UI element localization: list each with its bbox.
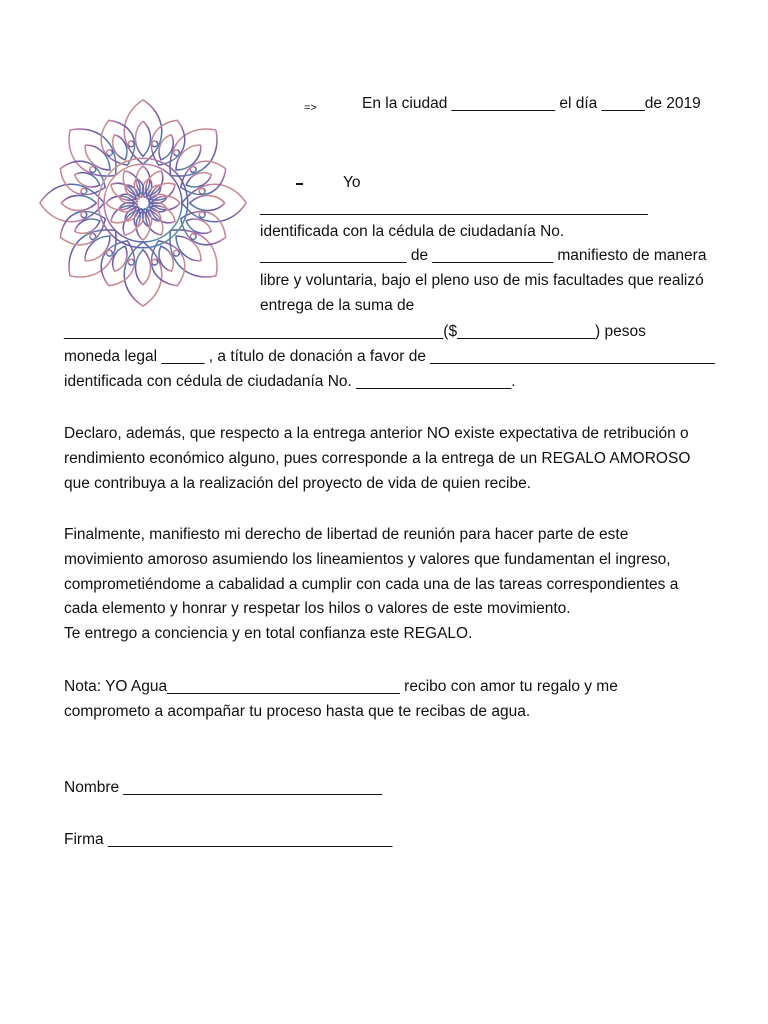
mandala-dot (190, 234, 196, 240)
mandala-dot (107, 150, 113, 156)
mandala-dot (152, 259, 158, 265)
mandala-ring (104, 164, 182, 242)
amount-line: moneda legal _____ , a título de donación a favor de _________________________________ (64, 348, 715, 365)
mandala-outer-petal (57, 117, 129, 189)
final-line: movimiento amoroso asumiendo los lineamientos y valores que fundamentan el ingreso, (64, 551, 671, 568)
mandala-dot (81, 212, 87, 218)
mandala-outer-petal (57, 217, 129, 289)
final-line: Finalmente, manifiesto mi derecho de libertad de reunión para hacer parte de este (64, 526, 629, 543)
arrow-marker: => (304, 102, 317, 114)
declaration-line: que contribuya a la realización del proyecto de vida de quien recibe. (64, 475, 532, 492)
mandala-dot (128, 259, 134, 265)
amount-line: identificada con cédula de ciudadanía No. __________________. (64, 373, 516, 390)
mandala-dot (174, 150, 180, 156)
firma-field: Firma _________________________________ (64, 831, 393, 848)
mandala-outer-inner-petal (136, 121, 151, 156)
mandala-outer-petal (157, 217, 229, 289)
mandala-ring (98, 158, 187, 247)
final-line: comprometiéndome a cabalidad a cumplir con cada una de las tareas correspondientes a (64, 576, 679, 593)
mandala-ornament (36, 92, 250, 314)
declaration-line: Declaro, además, que respecto a la entrega anterior NO existe expectativa de retribución o (64, 425, 689, 442)
final-line: cada elemento y honrar y respetar los hilos o valores de este movimiento. (64, 600, 571, 617)
amount-line: ____________________________________________($________________) pesos (64, 323, 646, 340)
mandala-outer-inner-petal (190, 196, 225, 211)
mandala-outer-inner-petal (61, 196, 96, 211)
mandala-dot (90, 234, 96, 240)
city-date-line: En la ciudad ____________ el día _____de 2019 (362, 95, 701, 112)
mandala-outer-petal (157, 117, 229, 189)
mandala-dot (174, 250, 180, 256)
note-line: comprometo a acompañar tu proceso hasta que te recibas de agua. (64, 703, 531, 720)
intro-line: entrega de la suma de (260, 297, 415, 314)
intro-line: _________________ de ______________ manifiesto de manera (260, 247, 707, 264)
mandala-dot (199, 188, 205, 194)
nombre-field: Nombre ______________________________ (64, 779, 383, 796)
name-blank: _____________________________________________ (260, 199, 648, 216)
declaration-line: rendimiento económico alguno, pues corresponde a la entrega de un REGALO AMOROSO (64, 450, 691, 467)
intro-line: identificada con la cédula de ciudadanía No. (260, 223, 565, 240)
mandala-dot (81, 188, 87, 194)
mandala-dot (199, 212, 205, 218)
yo-label: Yo (343, 174, 361, 191)
intro-line: libre y voluntaria, bajo el pleno uso de mis facultades que realizó (260, 272, 704, 289)
note-line: Nota: YO Agua___________________________ recibo con amor tu regalo y me (64, 678, 618, 695)
mandala-dot (90, 167, 96, 173)
mandala-dot (128, 141, 134, 147)
mandala-dot (107, 250, 113, 256)
dash-marker (296, 183, 303, 185)
mandala-dot (152, 141, 158, 147)
mandala-outer-inner-petal (136, 250, 151, 285)
final-line: Te entrego a conciencia y en total confianza este REGALO. (64, 625, 473, 642)
mandala-center (136, 196, 150, 210)
mandala-dot (190, 167, 196, 173)
